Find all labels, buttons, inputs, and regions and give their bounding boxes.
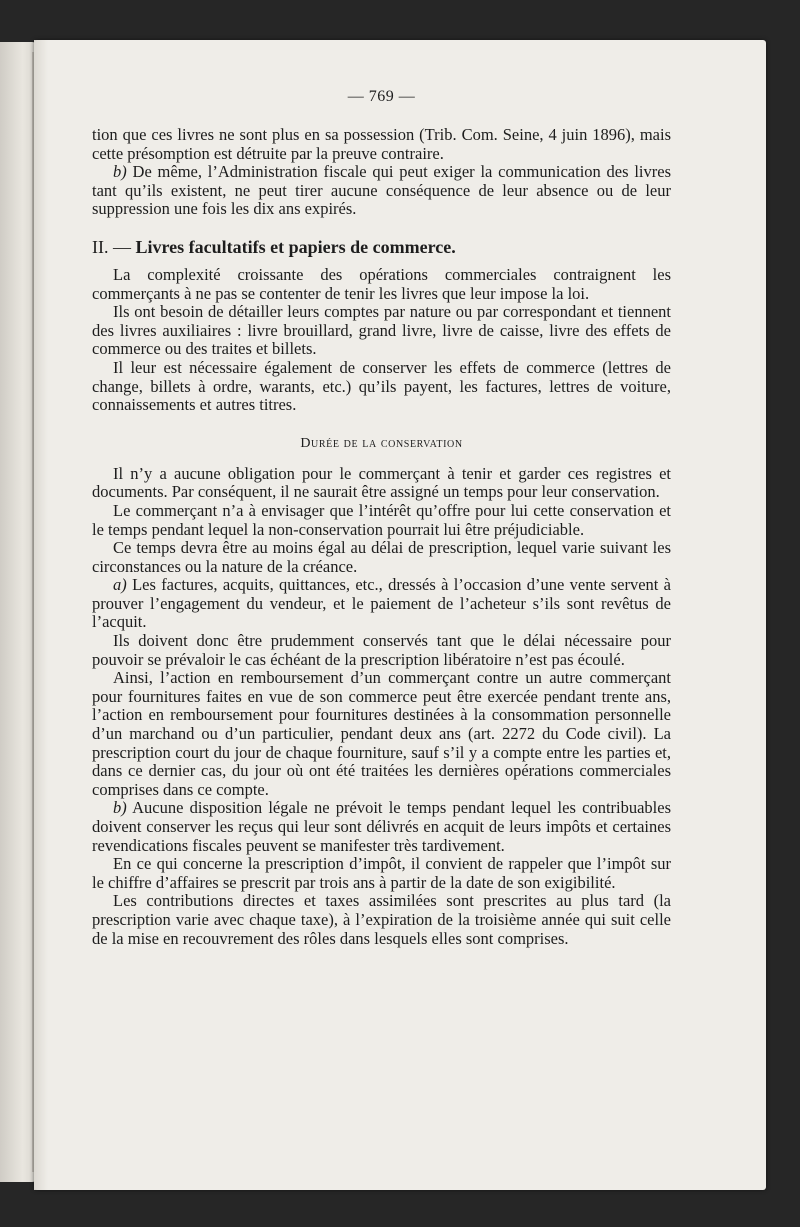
page-text (92, 126, 671, 948)
paragraph-letter: b) (113, 798, 127, 818)
paragraph: Il n’y a aucune obligation pour le commerçant à tenir et garder ces registres et documents. Par conséquent, il ne saurait être assigné un temps pour leur conservation. (92, 463, 671, 502)
paragraph-letter: a) (113, 575, 127, 595)
paragraph: Il leur est nécessaire également de conserver les effets de commerce (lettres de change, billets à ordre, warants, etc.) qu’ils payent, les factures, lettres de voiture, connaissements et autres titres. (92, 357, 671, 415)
paragraph: tion que ces livres ne sont plus en sa possession (Trib. Com. Seine, 4 juin 1896), mais cette présomption est détruite par la preuve contraire. (92, 125, 671, 163)
facing-page-edge (0, 42, 38, 1182)
page-number: — 769 — (347, 88, 416, 105)
paragraph: b) Aucune disposition légale ne prévoit le temps pendant lequel les contribuables doivent conserver les reçus qui leur sont délivrés en acquit de leurs impôts et certaines revendications fiscales peuvent se manifester très tardivement. (92, 798, 672, 855)
paragraph: Ils ont besoin de détailler leurs comptes par nature ou par correspondant et tiennent des livres auxiliaires : livre brouillard, grand livre, livre de caisse, livre des effets de commerce ou des traites et billets. (92, 302, 671, 359)
paragraph: En ce qui concerne la prescription d’impôt, il convient de rappeler que l’impôt sur le chiffre d’affaires se prescrit par trois ans à partir de la date de son exigibilité. (92, 854, 671, 892)
paragraph: La complexité croissante des opérations commerciales contraignent les commerçants à ne pas se contenter de tenir les livres que leur impose la loi. (92, 264, 671, 303)
paragraph: b) De même, l’Administration fiscale qui peut exiger la communication des livres tant qu’ils existent, ne peut tirer aucune conséquence de leur absence ou de leur suppression une fois les dix ans expirés. (92, 162, 671, 219)
section-heading (92, 236, 671, 258)
subheading: Durée de la conservation (300, 435, 463, 451)
book-page (34, 40, 766, 1190)
paragraph: Les contributions directes et taxes assimilées sont prescrites au plus tard (la prescription varie avec chaque taxe), à l’expiration de la troisième année qui suit celle de la mise en recouvrement des rôles dans lesquels elles sont comprises. (92, 891, 671, 948)
section-number: II. — (92, 236, 131, 257)
paragraph-letter: b) (113, 162, 127, 182)
paragraph: Le commerçant n’a à envisager que l’intérêt qu’offre pour lui cette conservation et le temps pendant lequel la non-conservation pourrait lui être préjudiciable. (92, 500, 671, 539)
section-title: Livres facultatifs et papiers de commerce. (135, 236, 456, 257)
paragraph: Ce temps devra être au moins égal au délai de prescription, lequel varie suivant les circonstances ou la nature de la créance. (92, 538, 671, 576)
paragraph: a) Les factures, acquits, quittances, etc., dressés à l’occasion d’une vente servent à prouver l’engagement du vendeur, et le paiement de l’acheteur s’ils sont revêtus de l’acquit. (92, 575, 671, 632)
paragraph: Ils doivent donc être prudemment conservés tant que le délai nécessaire pour pouvoir se prévaloir le cas échéant de la prescription libératoire n’est pas écoulé. (92, 631, 671, 669)
paragraph: Ainsi, l’action en remboursement d’un commerçant contre un autre commerçant pour fournitures faites en vue de son commerce peut être exercée pendant trente ans, l’action en remboursement pour fournitures destinées à la consommation personnelle d’un marchand ou d’un particulier, pendant deux ans (art. 2272 du Code civil). La prescription court du jour de chaque fourniture, sauf s’il y a compte entre les parties et, dans ce dernier cas, du jour où ont été traitées les dernières opérations commerciales comprises dans ce compte. (92, 668, 671, 799)
